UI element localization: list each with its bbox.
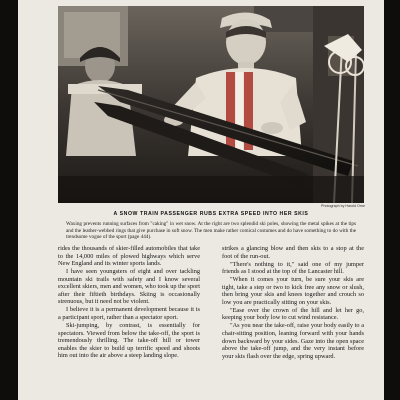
photo-credit: Photograph by Harold Orne bbox=[321, 204, 365, 208]
article-paragraph: I believe it is a permanent development because it is a participant sport, rather than a spectator sport. bbox=[58, 306, 200, 321]
photograph-woman-waxing-skis bbox=[58, 6, 364, 203]
article-paragraph: "Ease over the crown of the hill and let her go, keeping your body low to cut wind resistance. bbox=[222, 306, 364, 322]
article-column-right bbox=[222, 245, 364, 400]
article-paragraph: Ski-jumping, by contrast, is essentially for spectators. Viewed from below the take-off, the sport is tremendously thrilling. The take-off hill or tower enables the skier to build up terrific speed and shoots him out into the air above a steep landing slope. bbox=[58, 321, 200, 360]
article-paragraph: strikes a glancing blow and then skis to a stop at the foot of the run-out. bbox=[222, 245, 364, 260]
article-column-left bbox=[58, 245, 200, 400]
article-paragraph: "When it comes your turn, be sure your skis are tight, take a step or two to kick free any snow or slush, then bring your skis and knees together and crouch so low you are practically sitting on your skis. bbox=[222, 276, 364, 306]
caption-title: A SNOW TRAIN PASSENGER RUBS EXTRA SPEED INTO HER SKIS bbox=[113, 211, 309, 217]
magazine-page bbox=[18, 0, 384, 400]
photo-illustration bbox=[58, 6, 364, 203]
article-paragraph: I have seen youngsters of eight and over tackling mountain ski trails with safety and I know several excellent skiers, men and women, who took up the sport after their fiftieth birthdays. Skiing is occasionally strenuous, but it need not be violent. bbox=[58, 268, 200, 306]
article-paragraph: "There's nothing to it," said one of my jumper friends as I stood at the top of the Lancaster hill. bbox=[222, 260, 364, 276]
article-paragraph: "As you near the take-off, raise your body easily to a chair-sitting position, leaning forward with your hands down backward by your sides. Gaze into the open space above the take-off jump, and the very instant before your skis flash over the edge, spring upward. bbox=[222, 322, 364, 360]
caption-body: Waxing prevents running surfaces from "caking" in wet snow. At the right are two splendid ski poles, showing the metal spikes at the tips and the leather-webbed rings that give purchase in soft snow. The men make rather comical costumes and do have something to do with the trendsome vogue of the sport (page 444). bbox=[66, 221, 356, 241]
article-paragraph: rides the thousands of skier-filled automobiles that take to the 14,000 miles of plowed highways which serve New England and its winter sports lands. bbox=[58, 245, 200, 268]
